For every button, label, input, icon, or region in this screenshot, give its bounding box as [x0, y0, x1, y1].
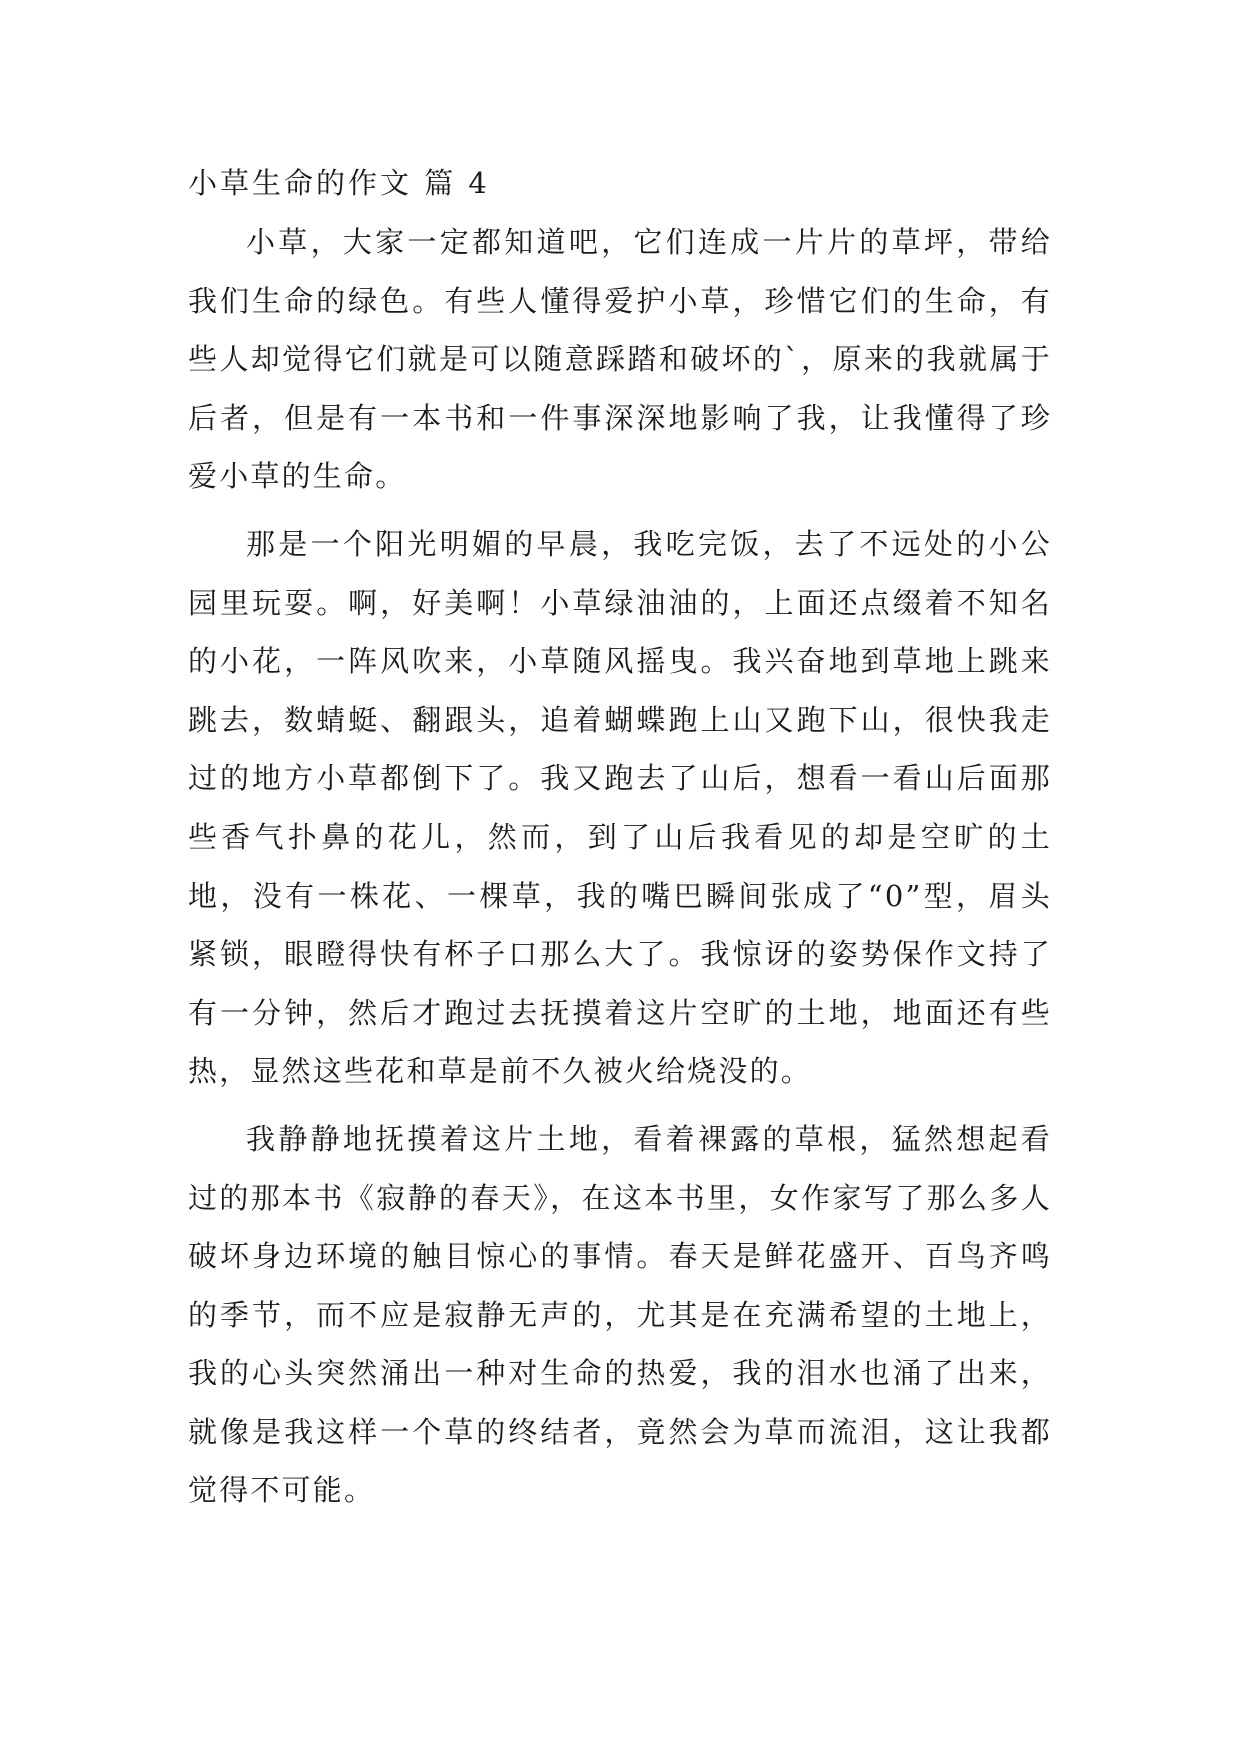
paragraph-1: 小草，大家一定都知道吧，它们连成一片片的草坪，带给我们生命的绿色。有些人懂得爱护小草，珍惜它们的生命，有些人却觉得它们就是可以随意踩踏和破坏的`，原来的我就属于后者，但是有一本书和一件事深深地影响了我，让我懂得了珍爱小草的生命。 — [188, 225, 1052, 494]
document-body — [188, 158, 1052, 1520]
document-title: 小草生命的作文 篇 4 — [188, 166, 490, 200]
paragraph-3: 我静静地抚摸着这片土地，看着裸露的草根，猛然想起看过的那本书《寂静的春天》，在这本书里，女作家写了那么多人破坏身边环境的触目惊心的事情。春天是鲜花盛开、百鸟齐鸣的季节，而不应是寂静无声的，尤其是在充满希望的土地上，我的心头突然涌出一种对生命的热爱，我的泪水也涌了出来，就像是我这样一个草的终结者，竟然会为草而流泪，这让我都觉得不可能。 — [188, 1121, 1052, 1508]
paragraph-2: 那是一个阳光明媚的早晨，我吃完饭，去了不远处的小公园里玩耍。啊，好美啊！小草绿油油的，上面还点缀着不知名的小花，一阵风吹来，小草随风摇曳。我兴奋地到草地上跳来跳去，数蜻蜓、翻跟头，追着蝴蝶跑上山又跑下山，很快我走过的地方小草都倒下了。我又跑去了山后，想看一看山后面那些香气扑鼻的花儿，然而，到了山后我看见的却是空旷的土地，没有一株花、一棵草，我的嘴巴瞬间张成了“0”型，眉头紧锁，眼瞪得快有杯子口那么大了。我惊讶的姿势保作文持了有一分钟，然后才跑过去抚摸着这片空旷的土地，地面还有些热，显然这些花和草是前不久被火给烧没的。 — [188, 526, 1052, 1089]
